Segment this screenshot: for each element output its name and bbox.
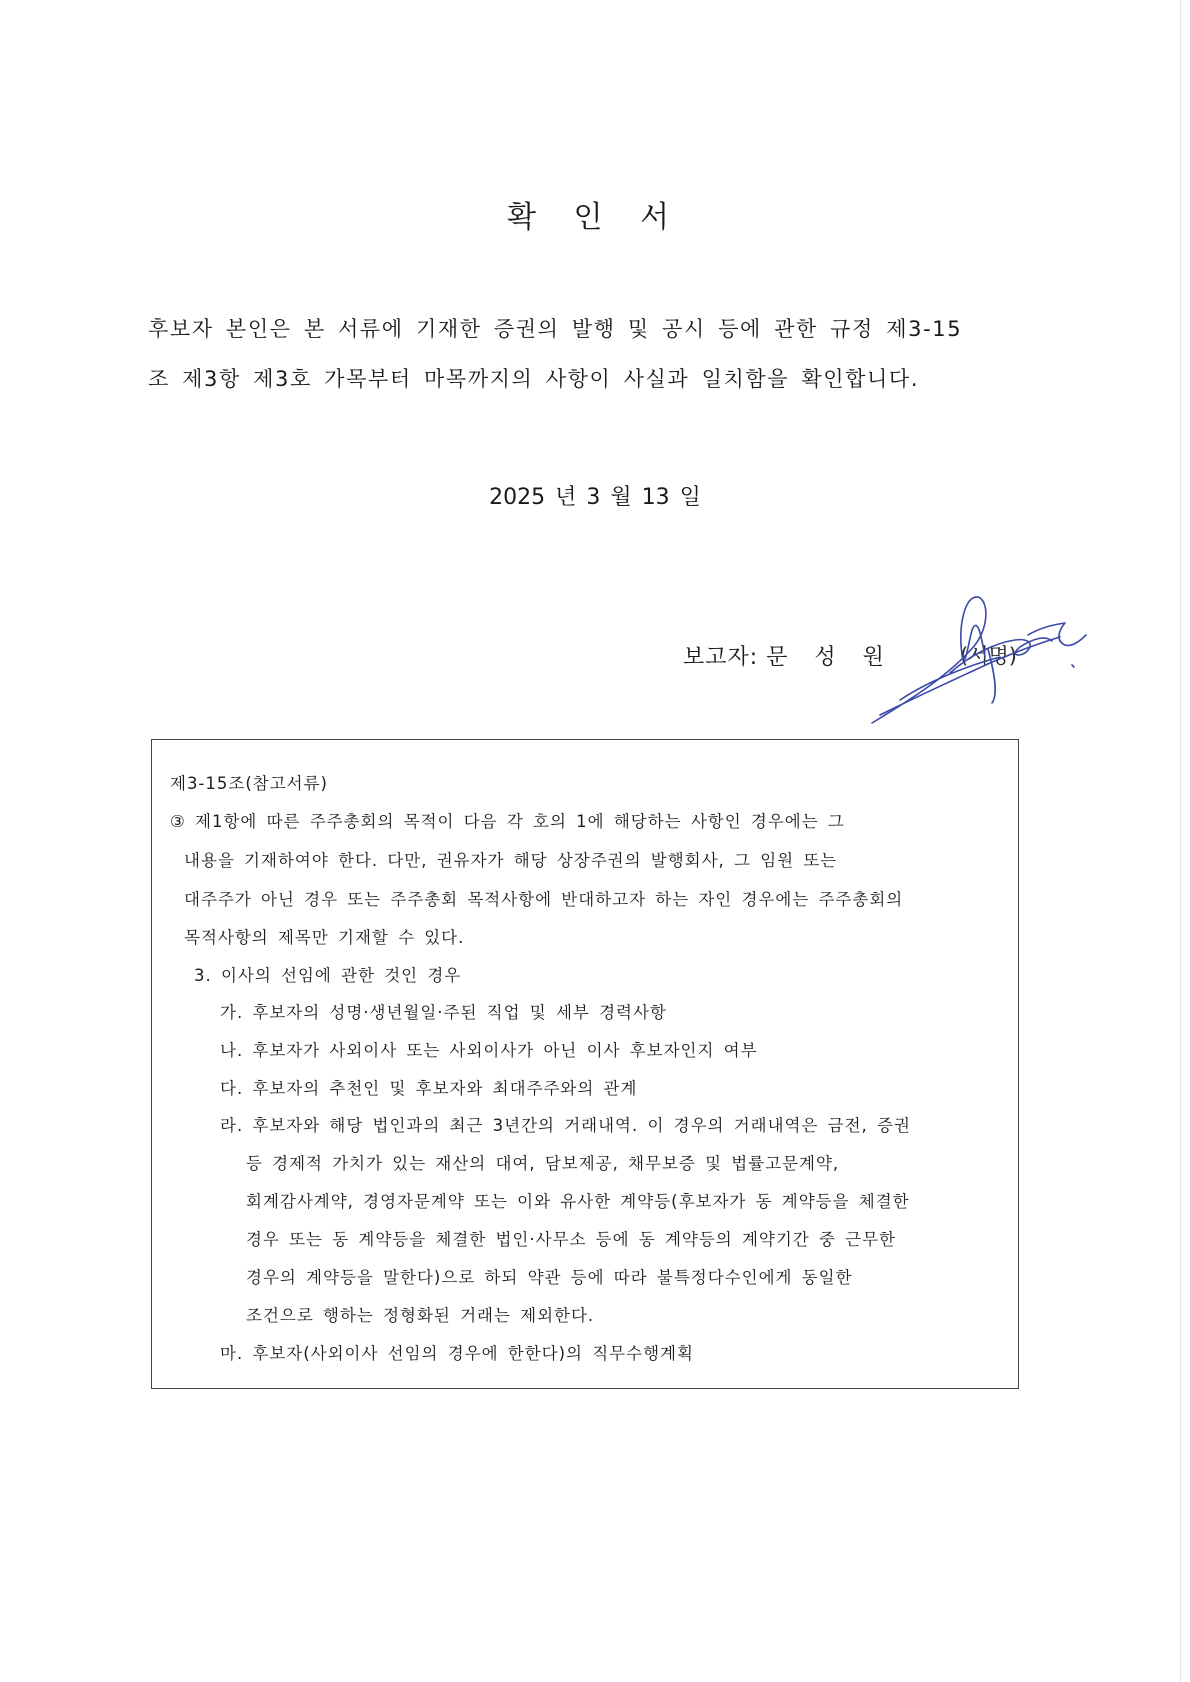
document-title: 확 인 서 <box>506 200 683 235</box>
reference-paragraph-line: 목적사항의 제목만 기재할 수 있다. <box>184 928 465 947</box>
reference-box <box>151 739 1019 1389</box>
handwritten-signature <box>860 585 1090 735</box>
reference-sub-item: 나. 후보자가 사외이사 또는 사외이사가 아닌 이사 후보자인지 여부 <box>220 1041 758 1060</box>
reference-item-3: 3. 이사의 선임에 관한 것인 경우 <box>194 966 462 985</box>
reference-sub-item: 다. 후보자의 추천인 및 후보자와 최대주주와의 관계 <box>220 1079 638 1098</box>
statement-line: 후보자 본인은 본 서류에 기재한 증권의 발행 및 공시 등에 관한 규정 제3-15 <box>148 317 963 341</box>
reference-continuation-line: 조건으로 행하는 정형화된 거래는 제외한다. <box>246 1306 595 1325</box>
reference-continuation-line: 경우 또는 동 계약등을 체결한 법인·사무소 등에 동 계약등의 계약기간 중 근무한 <box>246 1230 896 1249</box>
reference-heading: 제3-15조(참고서류) <box>170 774 328 793</box>
reference-continuation-line: 경우의 계약등을 말한다)으로 하되 약관 등에 따라 불특정다수인에게 동일한 <box>246 1268 853 1287</box>
signature-placeholder: (서명) <box>960 644 1017 668</box>
reference-sub-item: 마. 후보자(사외이사 선임의 경우에 한한다)의 직무수행계획 <box>220 1344 694 1363</box>
reporter-name: 문 성 원 <box>766 645 894 670</box>
reference-paragraph-line: 내용을 기재하여야 한다. 다만, 권유자가 해당 상장주권의 발행회사, 그 임원 또는 <box>184 851 838 870</box>
statement-line: 조 제3항 제3호 가목부터 마목까지의 사항이 사실과 일치함을 확인합니다. <box>148 367 920 391</box>
reference-continuation-line: 등 경제적 가치가 있는 재산의 대여, 담보제공, 채무보증 및 법률고문계약, <box>246 1154 840 1173</box>
reference-paragraph-line: ③ 제1항에 따른 주주총회의 목적이 다음 각 호의 1에 해당하는 사항인 경우에는 그 <box>170 812 845 831</box>
reference-sub-item: 라. 후보자와 해당 법인과의 최근 3년간의 거래내역. 이 경우의 거래내역은 금전, 증권 <box>220 1116 911 1135</box>
document-date: 2025 년 3 월 13 일 <box>489 485 701 510</box>
reference-sub-item: 가. 후보자의 성명·생년월일·주된 직업 및 세부 경력사항 <box>220 1003 667 1022</box>
reporter-label: 보고자: <box>683 645 759 670</box>
page-edge-line <box>1180 0 1181 1682</box>
reference-paragraph-line: 대주주가 아닌 경우 또는 주주총회 목적사항에 반대하고자 하는 자인 경우에는 주주총회의 <box>184 890 904 909</box>
reference-continuation-line: 회계감사계약, 경영자문계약 또는 이와 유사한 계약등(후보자가 동 계약등을 체결한 <box>246 1192 910 1211</box>
confirmation-statement <box>148 304 1028 404</box>
